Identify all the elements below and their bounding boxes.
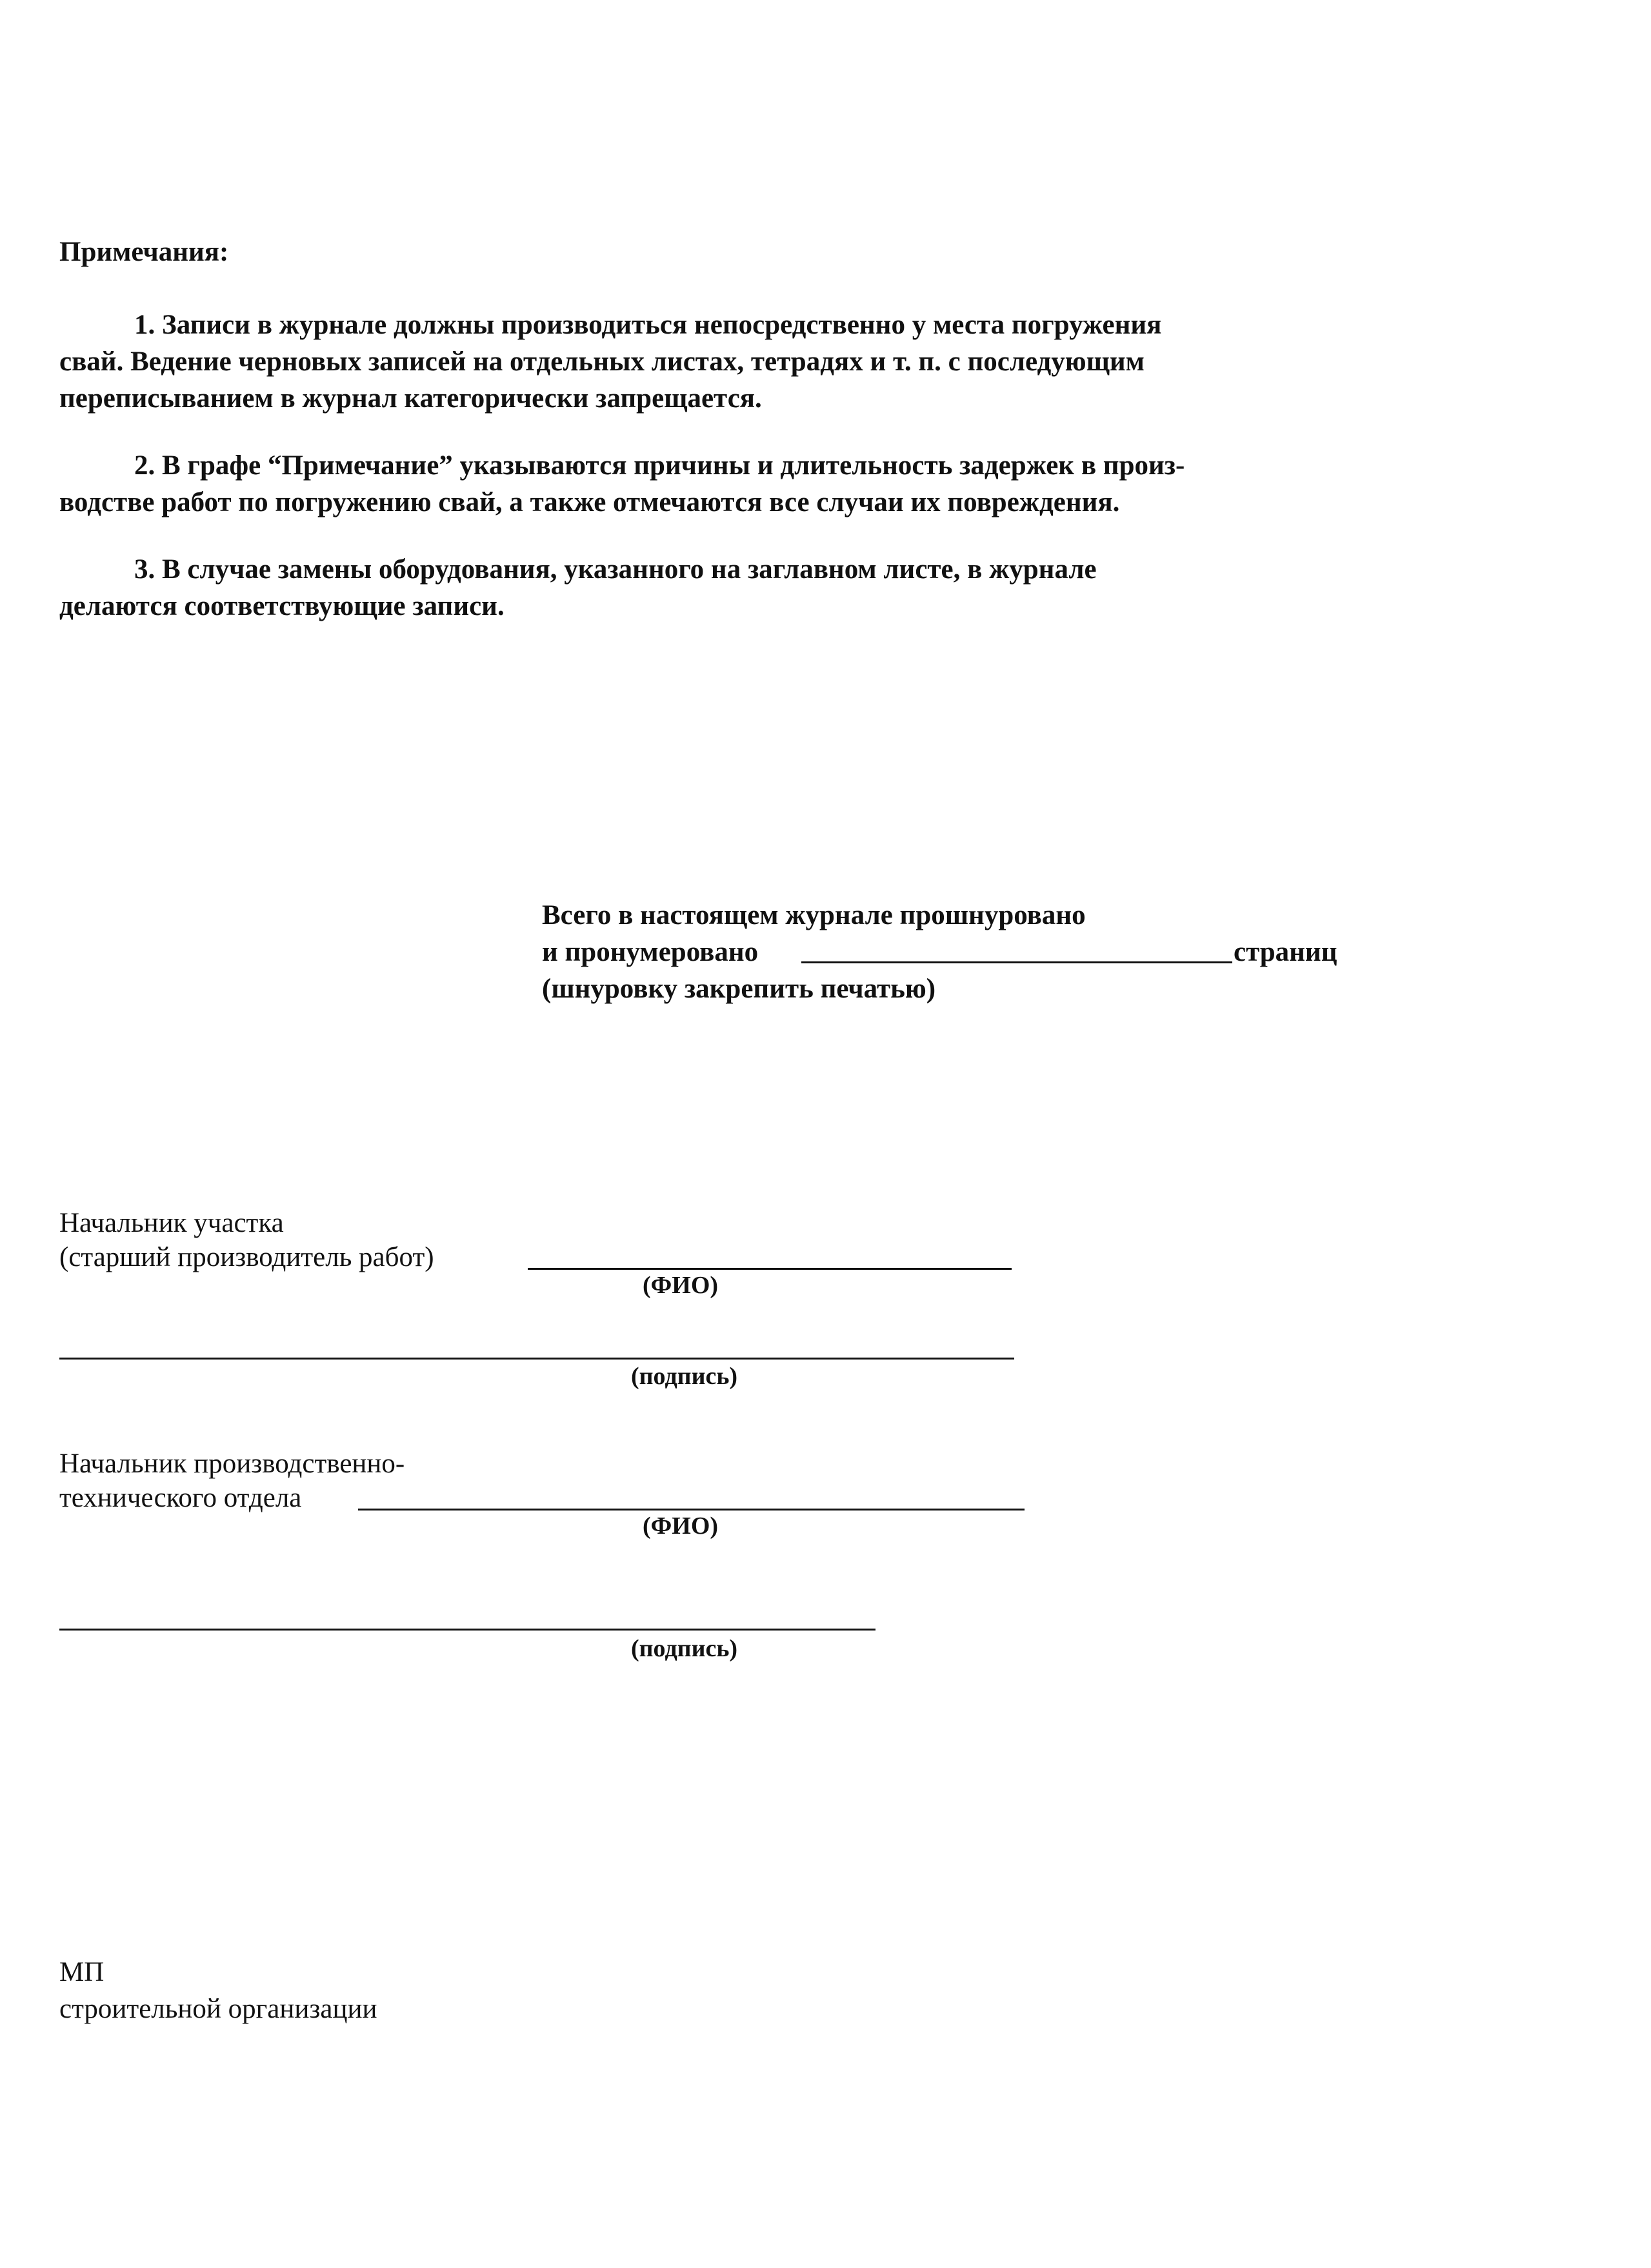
binding-line-2-end: страниц	[1234, 937, 1337, 967]
note-1-line-3: переписыванием в журнал категорически запрещается.	[59, 383, 762, 414]
stamp-mp: МП	[59, 1957, 105, 1987]
stamp-organization: строительной организации	[59, 1994, 377, 2024]
sign2-signature-label: (подпись)	[631, 1635, 738, 1662]
note-1-line-1: 1. Записи в журнале должны производиться непосредственно у места погружения	[134, 310, 1162, 340]
sign1-fio-label: (ФИО)	[643, 1272, 719, 1299]
binding-line-2: и пронумеровано	[542, 937, 759, 967]
binding-line-1: Всего в настоящем журнале прошнуровано	[542, 900, 1086, 930]
sign2-signature-line	[59, 1629, 876, 1631]
sign1-fio-line	[528, 1268, 1012, 1270]
sign1-signature-line	[59, 1358, 1014, 1360]
pages-count-line	[801, 961, 1232, 963]
note-3-line-1: 3. В случае замены оборудования, указанного на заглавном листе, в журнале	[134, 554, 1097, 585]
note-2-line-2: водстве работ по погружению свай, а также отмечаются все случаи их повреждения.	[59, 487, 1120, 517]
sign2-fio-label: (ФИО)	[643, 1512, 719, 1540]
sign2-line-2: технического отдела	[59, 1483, 302, 1513]
sign1-line-2: (старший производитель работ)	[59, 1242, 434, 1272]
notes-title: Примечания:	[59, 237, 229, 267]
binding-line-3: (шнуровку закрепить печатью)	[542, 974, 936, 1004]
sign1-line-1: Начальник участка	[59, 1208, 284, 1238]
sign1-signature-label: (подпись)	[631, 1363, 738, 1390]
note-2-line-1: 2. В графе “Примечание” указываются причины и длительность задержек в произ-	[134, 450, 1185, 481]
note-1-line-2: свай. Ведение черновых записей на отдельных листах, тетрадях и т. п. с последующим	[59, 346, 1145, 377]
note-3-line-2: делаются соответствующие записи.	[59, 591, 505, 621]
sign2-line-1: Начальник производственно-	[59, 1449, 405, 1479]
